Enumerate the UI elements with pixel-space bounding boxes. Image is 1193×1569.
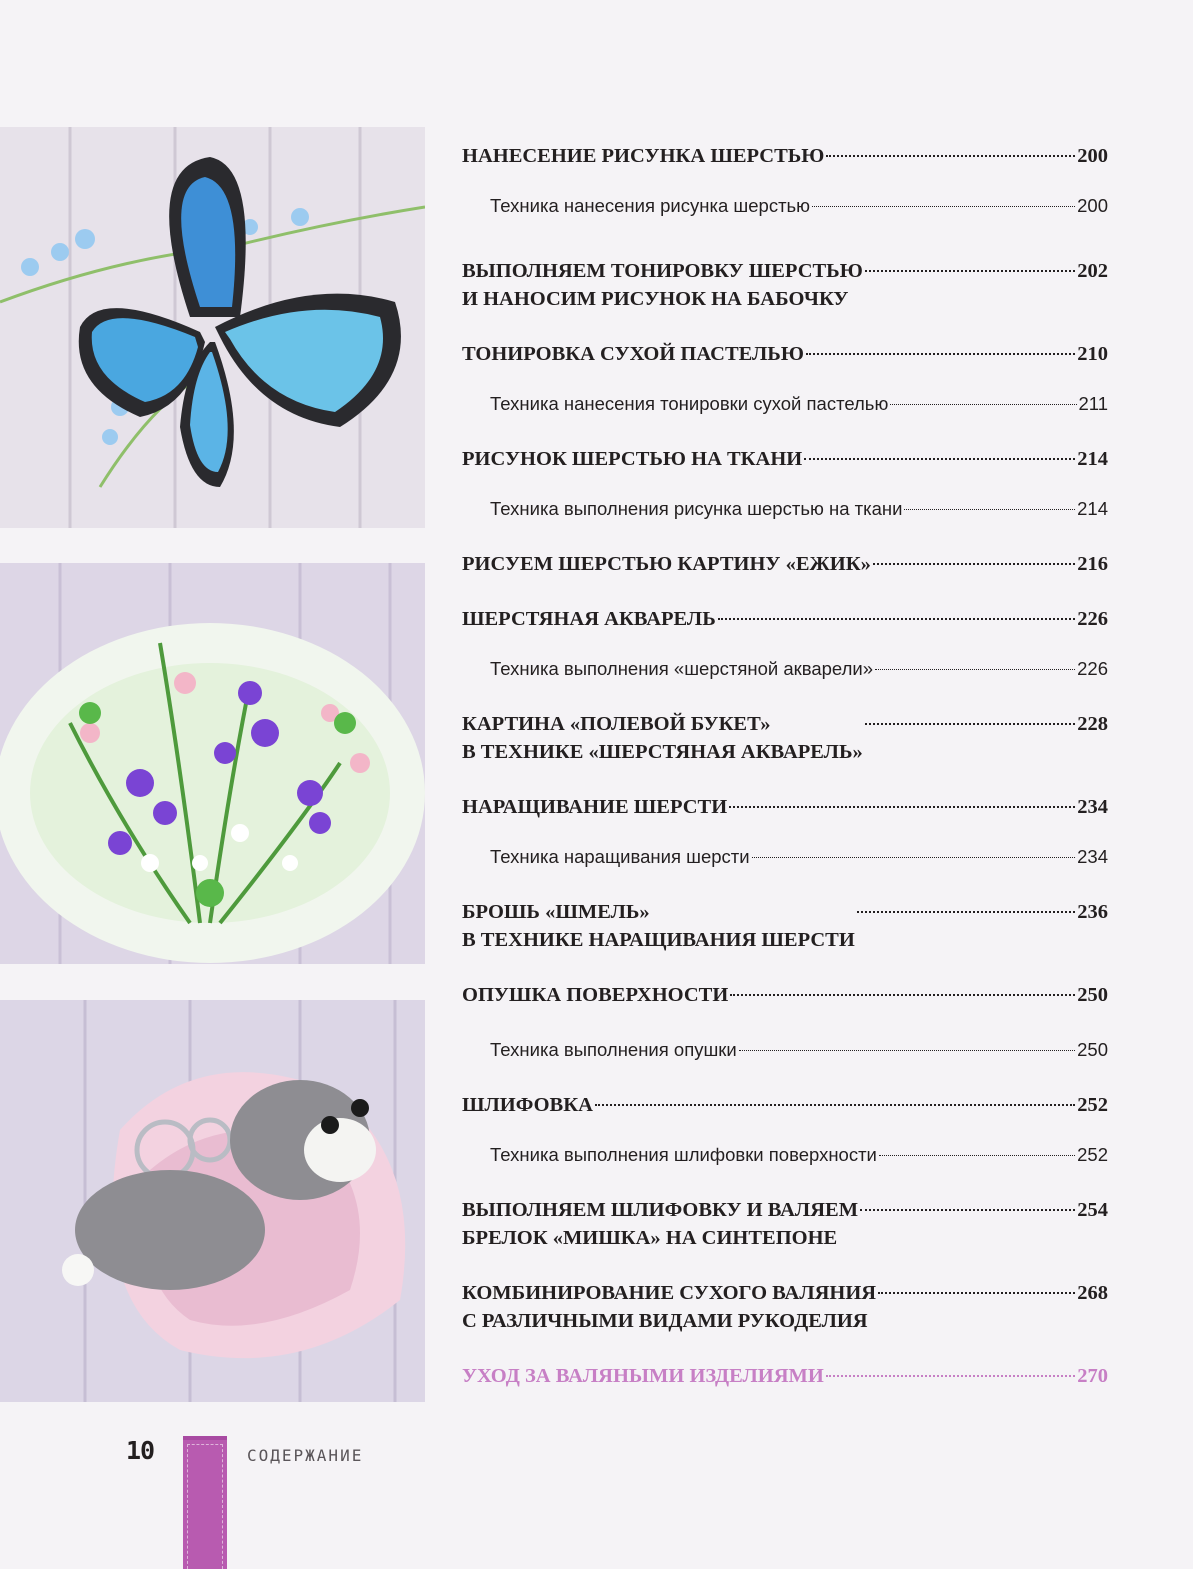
toc-title-line: ШЕРСТЯНАЯ АКВАРЕЛЬ (462, 608, 716, 630)
toc-page-number: 210 (1077, 343, 1108, 365)
toc-leader-dots (730, 994, 1075, 996)
toc-leader-dots (879, 1155, 1075, 1156)
toc-title (462, 793, 727, 821)
toc-title (462, 981, 728, 1009)
toc-page-number: 268 (1077, 1282, 1108, 1304)
toc-leader-dots (806, 353, 1075, 355)
toc-chapter[interactable] (462, 981, 1108, 1009)
toc-title (490, 843, 750, 871)
toc-title-line: Техника выполнения опушки (490, 1039, 737, 1060)
toc-title (462, 257, 863, 313)
toc-page-number: 216 (1077, 553, 1108, 575)
toc-title-line: ШЛИФОВКА (462, 1094, 593, 1116)
toc-page-number: 252 (1077, 1144, 1108, 1165)
toc-leader-dots (812, 206, 1075, 207)
toc-title (462, 1362, 824, 1390)
toc-chapter[interactable] (462, 710, 1108, 766)
toc-chapter[interactable] (462, 605, 1108, 633)
toc-title-line: Техника наращивания шерсти (490, 846, 750, 867)
bear-keychain-photo (0, 1000, 425, 1402)
page-number: 10 (126, 1436, 155, 1465)
toc-page-number: 211 (1078, 393, 1108, 414)
toc-leader-dots (865, 270, 1075, 272)
toc-title (462, 898, 855, 954)
toc-title-line: И НАНОСИМ РИСУНОК НА БАБОЧКУ (462, 288, 849, 310)
toc-page-number: 214 (1077, 448, 1108, 470)
butterfly-photo (0, 127, 425, 528)
toc-page-number: 270 (1077, 1365, 1108, 1387)
toc-page-number: 250 (1077, 1039, 1108, 1060)
toc-page-number: 250 (1077, 984, 1108, 1006)
toc-page-number: 254 (1077, 1199, 1108, 1221)
toc-leader-dots (890, 404, 1076, 405)
toc-page-number: 234 (1077, 796, 1108, 818)
toc-chapter[interactable] (462, 1091, 1108, 1119)
toc-subsection[interactable] (462, 1036, 1108, 1064)
toc-chapter[interactable] (462, 340, 1108, 368)
toc-leader-dots (729, 806, 1075, 808)
toc-title (490, 495, 902, 523)
toc-title-line: РИСУЕМ ШЕРСТЬЮ КАРТИНУ «ЕЖИК» (462, 553, 871, 575)
toc-page-number: 200 (1077, 195, 1108, 216)
toc-title (462, 550, 871, 578)
toc-title-line: УХОД ЗА ВАЛЯНЫМИ ИЗДЕЛИЯМИ (462, 1365, 824, 1387)
toc-leader-dots (875, 669, 1075, 670)
toc-chapter[interactable] (462, 1362, 1108, 1390)
toc-leader-dots (826, 155, 1075, 157)
toc-chapter[interactable] (462, 1279, 1108, 1335)
toc-title-line: ТОНИРОВКА СУХОЙ ПАСТЕЛЬЮ (462, 343, 804, 365)
toc-leader-dots (857, 911, 1075, 913)
toc-subsection[interactable] (462, 390, 1108, 418)
toc-title-line: С РАЗЛИЧНЫМИ ВИДАМИ РУКОДЕЛИЯ (462, 1310, 868, 1332)
toc-title-line: ВЫПОЛНЯЕМ ТОНИРОВКУ ШЕРСТЬЮ (462, 260, 863, 282)
toc-title-line: ОПУШКА ПОВЕРХНОСТИ (462, 984, 729, 1006)
toc-subsection[interactable] (462, 655, 1108, 683)
toc-title (462, 605, 716, 633)
toc-title-line: БРОШЬ «ШМЕЛЬ» (462, 901, 650, 923)
toc-title (462, 142, 824, 170)
toc-page-number: 236 (1077, 901, 1108, 923)
toc-title-line: Техника выполнения шлифовки поверхности (490, 1144, 877, 1165)
toc-title-line: БРЕЛОК «МИШКА» НА СИНТЕПОНЕ (462, 1227, 838, 1249)
toc-leader-dots (878, 1292, 1075, 1294)
toc-title-line: Техника нанесения тонировки сухой пастелью (490, 393, 889, 414)
section-label: СОДЕРЖАНИЕ (247, 1446, 364, 1465)
toc-chapter[interactable] (462, 445, 1108, 473)
toc-chapter[interactable] (462, 550, 1108, 578)
toc-title (490, 1141, 877, 1169)
toc-page-number: 214 (1077, 498, 1108, 519)
toc-leader-dots (860, 1209, 1075, 1211)
toc-title (462, 1196, 858, 1252)
toc-subsection[interactable] (462, 192, 1108, 220)
toc-title-line: В ТЕХНИКЕ НАРАЩИВАНИЯ ШЕРСТИ (462, 929, 855, 951)
toc-leader-dots (752, 857, 1076, 858)
toc-chapter[interactable] (462, 1196, 1108, 1252)
toc-leader-dots (826, 1375, 1075, 1377)
toc-chapter[interactable] (462, 898, 1108, 954)
toc-title-line: Техника выполнения «шерстяной акварели» (490, 658, 874, 679)
toc-title (462, 710, 863, 766)
toc-leader-dots (718, 618, 1076, 620)
bookmark-ribbon (183, 1436, 227, 1569)
toc-subsection[interactable] (462, 843, 1108, 871)
toc-subsection[interactable] (462, 1141, 1108, 1169)
toc-title-line: НАРАЩИВАНИЕ ШЕРСТИ (462, 796, 728, 818)
toc-leader-dots (804, 458, 1075, 460)
toc-chapter[interactable] (462, 142, 1108, 170)
toc-title (490, 655, 873, 683)
toc-chapter[interactable] (462, 257, 1108, 313)
toc-title-line: НАНЕСЕНИЕ РИСУНКА ШЕРСТЬЮ (462, 145, 825, 167)
toc-page-number: 228 (1077, 713, 1108, 735)
toc-chapter[interactable] (462, 793, 1108, 821)
toc-title-line: ВЫПОЛНЯЕМ ШЛИФОВКУ И ВАЛЯЕМ (462, 1199, 859, 1221)
toc-title (462, 340, 804, 368)
toc-page-number: 252 (1077, 1094, 1108, 1116)
toc-leader-dots (739, 1050, 1075, 1051)
toc-title-line: В ТЕХНИКЕ «ШЕРСТЯНАЯ АКВАРЕЛЬ» (462, 741, 863, 763)
toc-leader-dots (904, 509, 1075, 510)
toc-title-line: РИСУНОК ШЕРСТЬЮ НА ТКАНИ (462, 448, 803, 470)
toc-title (490, 390, 888, 418)
toc-leader-dots (595, 1104, 1075, 1106)
flower-bouquet-photo (0, 563, 425, 964)
toc-leader-dots (873, 563, 1075, 565)
toc-page-number: 200 (1077, 145, 1108, 167)
toc-title (462, 445, 802, 473)
toc-title (490, 1036, 737, 1064)
toc-title-line: КОМБИНИРОВАНИЕ СУХОГО ВАЛЯНИЯ (462, 1282, 877, 1304)
toc-leader-dots (865, 723, 1075, 725)
toc-page-number: 234 (1077, 846, 1108, 867)
toc-subsection[interactable] (462, 495, 1108, 523)
toc-title (490, 192, 810, 220)
toc-page-number: 226 (1077, 658, 1108, 679)
toc-page-number: 202 (1077, 260, 1108, 282)
toc-title (462, 1091, 593, 1119)
toc-page-number: 226 (1077, 608, 1108, 630)
toc-title-line: Техника нанесения рисунка шерстью (490, 195, 811, 216)
toc-title-line: Техника выполнения рисунка шерстью на ткани (490, 498, 903, 519)
toc-title (462, 1279, 876, 1335)
toc-title-line: КАРТИНА «ПОЛЕВОЙ БУКЕТ» (462, 713, 771, 735)
